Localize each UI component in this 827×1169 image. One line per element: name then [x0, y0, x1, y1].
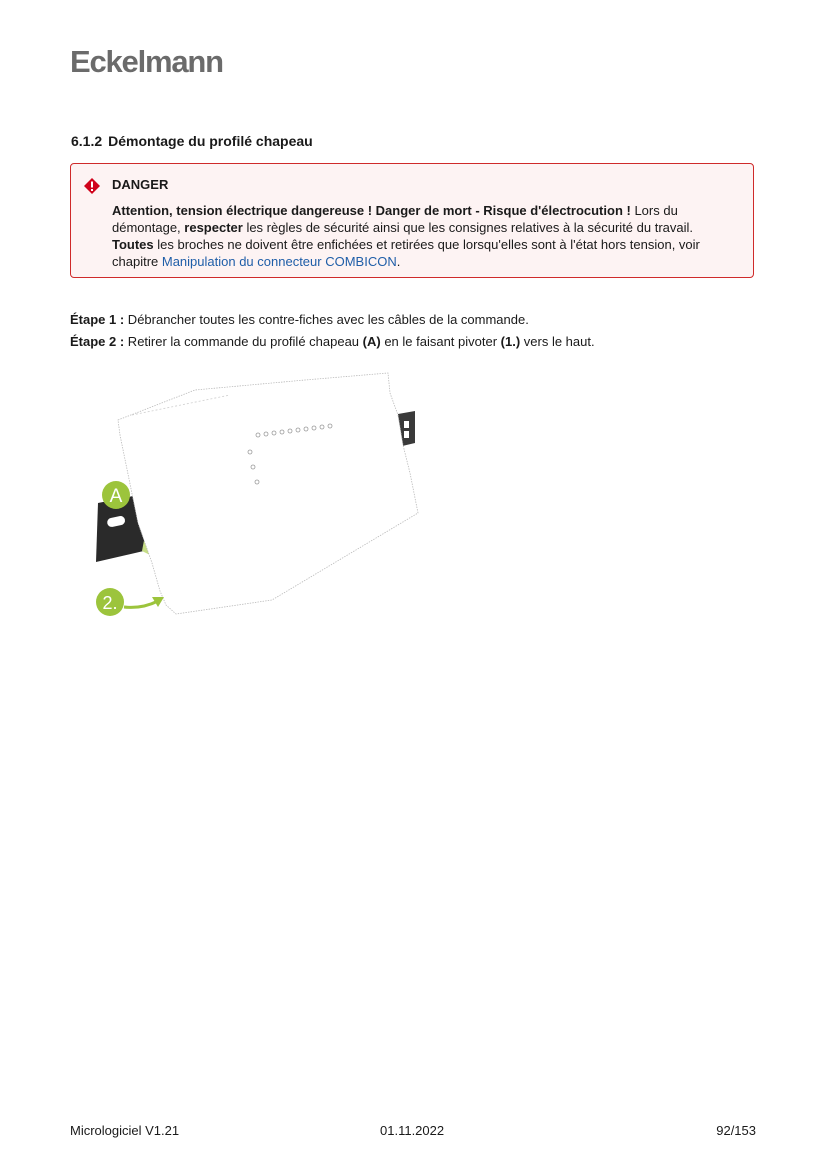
warning-icon	[84, 178, 100, 194]
section-title-text: Démontage du profilé chapeau	[108, 133, 313, 149]
rotate-arrow	[124, 601, 158, 607]
section-title	[71, 133, 319, 149]
eckelmann-logo: Eckelmann	[70, 44, 223, 79]
controller-housing	[118, 373, 418, 614]
danger-notice	[70, 163, 754, 278]
marker-a-label: A	[109, 486, 123, 507]
step-1: Étape 1 : Débrancher toutes les contre-fiches avec les câbles de la commande.	[70, 312, 529, 327]
footer-version: Micrologiciel V1.21	[70, 1123, 180, 1138]
step-2: Étape 2 : Retirer la commande du profilé chapeau (A) en le faisant pivoter (1.) vers le haut.	[70, 334, 595, 349]
danger-text: Attention, tension électrique dangereuse ! Danger de mort - Risque d'électrocution ! Lors du démontage, respecter les règles de sécurité ainsi que les consignes relatives à la sécurité du travail. Toutes les broches ne doivent être enfichées et retirées que lorsqu'elles sont à l'état hors tension, voir chapitre Manipulation du connecteur COMBICON.	[112, 203, 700, 269]
footer-page: 92/153	[716, 1123, 756, 1138]
danger-heading: DANGER	[112, 177, 169, 192]
section-number: 6.1.2	[71, 133, 103, 149]
footer-date: 01.11.2022	[380, 1123, 445, 1138]
dismount-illustration	[90, 365, 430, 630]
marker-2-label: 2.	[102, 593, 118, 613]
combicon-link[interactable]: Manipulation du connecteur COMBICON	[161, 254, 397, 269]
